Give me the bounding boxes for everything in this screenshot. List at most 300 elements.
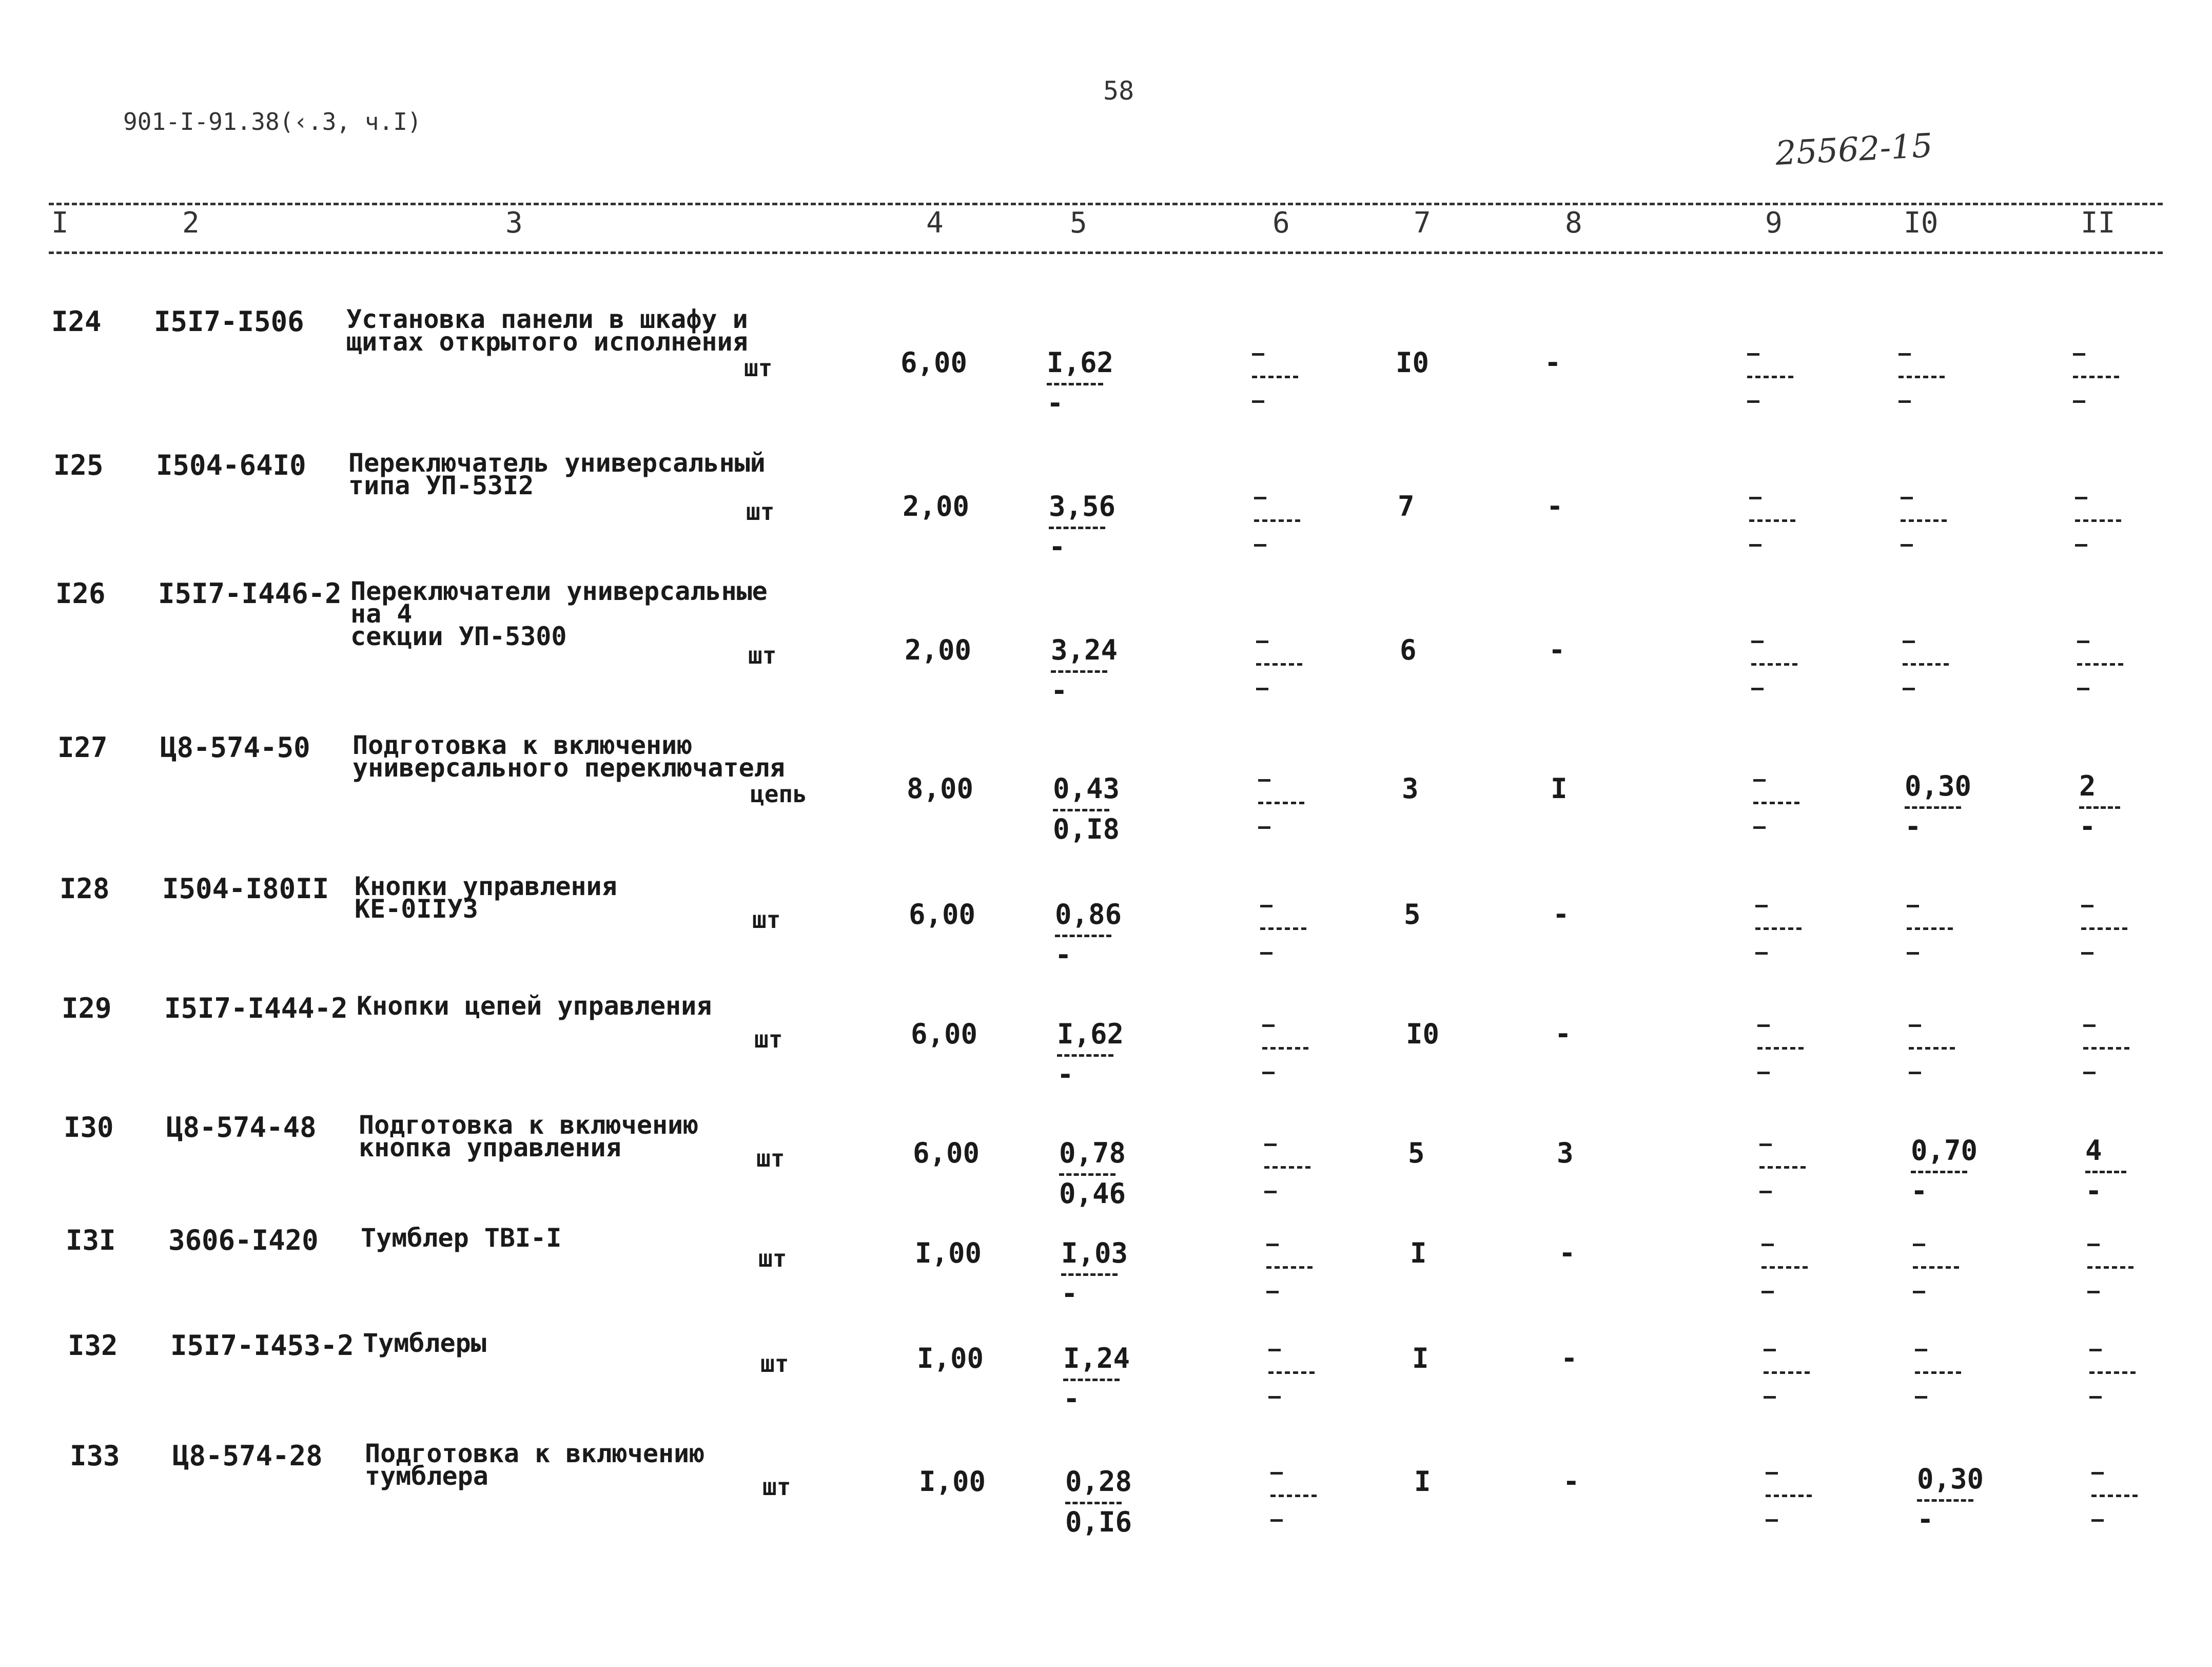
column-10-empty-fraction-stroke (1898, 400, 1911, 403)
column-10-empty-fraction-stroke (1915, 1349, 1927, 1351)
item-code: I5I7-I506 (154, 305, 304, 338)
column-9-empty-fraction-stroke (1747, 353, 1759, 356)
unit: шт (744, 354, 773, 382)
column-6-empty-fraction-stroke (1262, 1024, 1275, 1027)
column-9-empty-fraction-stroke (1766, 1472, 1778, 1475)
column-6-empty-fraction-stroke (1254, 544, 1266, 547)
column-8-value: - (1563, 1465, 1580, 1498)
column-10-empty-fraction-stroke (1913, 1266, 1959, 1269)
item-description (346, 304, 748, 357)
column-10-empty-fraction-stroke (1913, 1291, 1925, 1293)
fraction-bar (1057, 1054, 1113, 1057)
description-line: Переключатель универсальный (348, 448, 766, 478)
unit: шт (756, 1145, 785, 1172)
quantity: 6,00 (911, 1018, 978, 1050)
column-11-empty-fraction (2081, 905, 2132, 961)
description-line: Кнопки цепей управления (357, 991, 712, 1021)
column-5-fraction (1065, 1465, 1132, 1538)
column-10-denominator: - (1905, 810, 1922, 843)
row-number: I33 (70, 1440, 120, 1472)
column-10-empty-fraction-stroke (1901, 497, 1913, 499)
column-10-empty-fraction (1909, 1024, 1960, 1081)
fraction-bar (1905, 806, 1961, 809)
column-6-empty-fraction-stroke (1252, 400, 1264, 403)
column-6-empty-fraction (1260, 905, 1311, 961)
column-11-numerator: 4 (2085, 1134, 2102, 1167)
column-6-empty-fraction-stroke (1266, 1266, 1313, 1269)
item-code: I5I7-I453-2 (170, 1329, 354, 1362)
column-10-empty-fraction-stroke (1913, 1244, 1925, 1246)
column-9-empty-fraction-stroke (1747, 376, 1793, 378)
column-10-empty-fraction (1901, 497, 1952, 553)
column-5-fraction (1047, 346, 1114, 419)
quantity: 6,00 (901, 346, 968, 379)
column-11-fraction (2085, 1134, 2126, 1207)
item-code: Ц8-574-28 (172, 1440, 323, 1472)
column-9-empty-fraction-stroke (1761, 1266, 1808, 1269)
handwritten-stamp: 25562-15 (1774, 127, 1934, 173)
column-11-empty-fraction-stroke (2083, 1024, 2096, 1027)
column-6-empty-fraction (1266, 1244, 1318, 1300)
fraction-bar (1059, 1173, 1115, 1176)
description-line: Тумблеры (363, 1328, 486, 1358)
column-11-empty-fraction (2091, 1472, 2143, 1528)
column-11-empty-fraction-stroke (2091, 1495, 2138, 1497)
column-11-empty-fraction-stroke (2075, 519, 2121, 522)
column-6-empty-fraction (1268, 1349, 1320, 1405)
column-6-empty-fraction (1254, 497, 1305, 553)
column-5-denominator: 0,46 (1059, 1177, 1126, 1210)
column-5-numerator: 3,24 (1051, 634, 1118, 666)
description-line: Переключатели универсальные (350, 576, 768, 606)
column-header-4: 4 (926, 206, 944, 240)
column-6-empty-fraction-stroke (1264, 1191, 1277, 1193)
column-9-empty-fraction-stroke (1766, 1495, 1812, 1497)
column-9-empty-fraction-stroke (1753, 779, 1766, 782)
column-8-value: - (1559, 1237, 1576, 1269)
column-7-value: I0 (1396, 346, 1430, 379)
column-11-empty-fraction-stroke (2077, 688, 2089, 690)
column-9-empty-fraction-stroke (1755, 927, 1802, 930)
column-9-empty-fraction-stroke (1753, 826, 1766, 829)
row-number: I25 (53, 449, 104, 481)
item-code: I504-64I0 (156, 449, 306, 481)
row-number: I32 (68, 1329, 118, 1362)
column-9-empty-fraction-stroke (1764, 1396, 1776, 1399)
column-10-empty-fraction (1913, 1244, 1964, 1300)
column-8-value: 3 (1557, 1137, 1574, 1169)
column-10-empty-fraction-stroke (1907, 905, 1919, 907)
column-9-empty-fraction-stroke (1757, 1024, 1770, 1027)
column-9-empty-fraction-stroke (1749, 519, 1795, 522)
column-9-empty-fraction (1764, 1349, 1815, 1405)
quantity: 2,00 (905, 634, 972, 666)
row-number: I26 (55, 577, 106, 610)
column-5-numerator: I,24 (1063, 1342, 1130, 1374)
column-6-empty-fraction-stroke (1258, 779, 1270, 782)
column-11-denominator: - (2085, 1175, 2102, 1207)
column-9-empty-fraction-stroke (1753, 802, 1799, 804)
description-line: Подготовка к включению (359, 1110, 699, 1140)
column-6-empty-fraction-stroke (1268, 1396, 1281, 1399)
column-10-empty-fraction-stroke (1907, 952, 1919, 955)
column-header-10: I0 (1904, 206, 1939, 240)
column-11-empty-fraction (2075, 497, 2126, 553)
column-5-numerator: 0,43 (1053, 772, 1120, 805)
column-6-empty-fraction (1256, 641, 1307, 697)
description-line: Установка панели в шкафу и (346, 304, 748, 334)
column-9-empty-fraction-stroke (1766, 1519, 1778, 1522)
column-11-empty-fraction (2073, 353, 2124, 410)
column-6-empty-fraction-stroke (1270, 1519, 1283, 1522)
fraction-bar (1063, 1379, 1120, 1381)
fraction-bar (1047, 383, 1103, 385)
column-11-empty-fraction-stroke (2089, 1396, 2102, 1399)
column-5-denominator: - (1049, 531, 1066, 563)
column-6-empty-fraction-stroke (1262, 1047, 1308, 1050)
column-11-empty-fraction-stroke (2091, 1472, 2104, 1475)
column-11-empty-fraction-stroke (2087, 1244, 2100, 1246)
fraction-bar (1049, 527, 1105, 529)
column-6-empty-fraction (1264, 1143, 1316, 1200)
column-6-empty-fraction (1270, 1472, 1322, 1528)
column-5-fraction (1053, 772, 1120, 845)
page-number: 58 (1103, 76, 1134, 106)
column-7-value: I (1410, 1237, 1427, 1269)
column-5-fraction (1061, 1239, 1128, 1308)
column-6-empty-fraction (1252, 353, 1303, 410)
column-10-empty-fraction-stroke (1903, 641, 1915, 643)
row-number: I27 (57, 731, 108, 764)
column-5-fraction (1063, 1342, 1130, 1415)
unit: шт (752, 906, 781, 934)
column-6-empty-fraction-stroke (1256, 663, 1302, 666)
unit: шт (748, 642, 777, 669)
column-9-empty-fraction-stroke (1751, 641, 1764, 643)
column-10-empty-fraction-stroke (1909, 1047, 1955, 1050)
column-5-fraction (1049, 490, 1116, 563)
column-11-empty-fraction (2087, 1244, 2139, 1300)
item-description (350, 576, 768, 651)
column-6-empty-fraction-stroke (1260, 905, 1273, 907)
row-number: I30 (64, 1111, 114, 1143)
unit: шт (746, 498, 775, 526)
column-9-empty-fraction (1759, 1143, 1811, 1200)
column-5-denominator: - (1051, 674, 1068, 707)
description-line: Подготовка к включению (365, 1439, 705, 1468)
column-5-numerator: 3,56 (1049, 490, 1116, 522)
item-description (361, 1223, 562, 1253)
column-9-empty-fraction-stroke (1755, 905, 1768, 907)
column-11-empty-fraction-stroke (2089, 1349, 2102, 1351)
column-8-value: - (1561, 1342, 1578, 1374)
column-10-empty-fraction-stroke (1903, 663, 1949, 666)
unit: цепь (750, 780, 807, 808)
column-11-denominator: - (2079, 810, 2096, 843)
column-8-value: - (1544, 346, 1561, 379)
column-11-empty-fraction-stroke (2081, 952, 2093, 955)
fraction-bar (1053, 809, 1109, 811)
fraction-bar (2085, 1171, 2126, 1173)
column-7-value: 3 (1402, 772, 1419, 805)
item-description (348, 448, 766, 500)
column-header-9: 9 (1765, 206, 1783, 240)
quantity: I,00 (919, 1465, 986, 1498)
row-number: I28 (60, 873, 110, 905)
column-9-empty-fraction-stroke (1749, 497, 1761, 499)
description-line: на 4 (350, 599, 413, 629)
row-number: I3I (66, 1224, 116, 1256)
fraction-bar (1051, 670, 1107, 673)
column-8-value: - (1553, 898, 1570, 931)
column-8-value: - (1555, 1018, 1572, 1050)
unit: шт (758, 1245, 787, 1272)
column-5-denominator: - (1057, 1058, 1074, 1091)
column-7-value: 5 (1404, 898, 1421, 931)
column-5-denominator: - (1061, 1277, 1078, 1310)
column-11-empty-fraction-stroke (2073, 376, 2119, 378)
column-9-empty-fraction-stroke (1761, 1244, 1774, 1246)
column-6-empty-fraction-stroke (1258, 826, 1270, 829)
column-6-empty-fraction-stroke (1258, 802, 1304, 804)
fraction-bar (1055, 935, 1111, 937)
column-7-value: I (1412, 1342, 1429, 1374)
column-5-denominator: - (1055, 939, 1072, 971)
column-header-8: 8 (1565, 206, 1582, 240)
row-number: I29 (62, 992, 112, 1024)
column-6-empty-fraction-stroke (1268, 1371, 1315, 1374)
column-10-empty-fraction-stroke (1901, 519, 1947, 522)
header-top-rule (49, 203, 2163, 205)
column-7-value: 6 (1400, 634, 1417, 666)
item-code: Ц8-574-48 (166, 1111, 317, 1143)
column-5-denominator: 0,I6 (1065, 1506, 1132, 1538)
column-10-fraction (1917, 1465, 1984, 1534)
column-9-empty-fraction-stroke (1764, 1371, 1810, 1374)
description-line: кнопка управления (359, 1133, 621, 1162)
column-9-empty-fraction-stroke (1764, 1349, 1776, 1351)
fraction-bar (1917, 1499, 1973, 1502)
column-10-empty-fraction-stroke (1901, 544, 1913, 547)
item-description (359, 1110, 699, 1162)
column-10-empty-fraction (1907, 905, 1958, 961)
column-9-empty-fraction (1749, 497, 1800, 553)
column-9-empty-fraction (1755, 905, 1807, 961)
column-6-empty-fraction-stroke (1252, 353, 1264, 356)
column-6-empty-fraction (1262, 1024, 1314, 1081)
column-10-fraction (1905, 772, 1971, 841)
item-code: Ц8-574-50 (160, 731, 310, 764)
column-10-empty-fraction-stroke (1903, 688, 1915, 690)
column-9-empty-fraction-stroke (1749, 544, 1761, 547)
column-10-numerator: 0,70 (1911, 1134, 1978, 1167)
column-11-empty-fraction-stroke (2087, 1266, 2133, 1269)
column-9-empty-fraction-stroke (1747, 400, 1759, 403)
item-description (355, 871, 617, 924)
description-line: щитах открытого исполнения (346, 327, 748, 357)
column-10-empty-fraction-stroke (1915, 1371, 1961, 1374)
column-11-empty-fraction-stroke (2077, 663, 2123, 666)
column-6-empty-fraction-stroke (1254, 519, 1300, 522)
column-6-empty-fraction-stroke (1264, 1143, 1277, 1146)
column-10-numerator: 0,30 (1905, 770, 1972, 802)
column-6-empty-fraction-stroke (1260, 927, 1306, 930)
column-5-fraction (1051, 636, 1118, 705)
column-header-5: 5 (1070, 206, 1087, 240)
column-11-empty-fraction-stroke (2073, 353, 2085, 356)
column-header-7: 7 (1414, 206, 1431, 240)
column-10-denominator: - (1917, 1503, 1934, 1536)
column-5-denominator: 0,I8 (1053, 813, 1120, 845)
column-11-empty-fraction (2089, 1349, 2141, 1405)
fraction-bar (2079, 806, 2120, 809)
quantity: 8,00 (907, 772, 974, 805)
column-11-numerator: 2 (2079, 770, 2096, 802)
column-7-value: I0 (1406, 1018, 1440, 1050)
column-5-denominator: - (1063, 1383, 1080, 1415)
column-11-empty-fraction-stroke (2081, 927, 2127, 930)
column-11-empty-fraction-stroke (2083, 1047, 2129, 1050)
column-9-empty-fraction-stroke (1759, 1191, 1772, 1193)
column-6-empty-fraction-stroke (1260, 952, 1273, 955)
column-7-value: 5 (1408, 1137, 1425, 1169)
column-6-empty-fraction-stroke (1266, 1291, 1279, 1293)
column-6-empty-fraction-stroke (1266, 1244, 1279, 1246)
description-line: Подготовка к включению (353, 730, 693, 760)
column-11-empty-fraction-stroke (2089, 1371, 2136, 1374)
column-6-empty-fraction-stroke (1270, 1472, 1283, 1475)
column-6-empty-fraction-stroke (1252, 376, 1298, 378)
column-header-3: 3 (505, 206, 523, 240)
column-header-11: II (2081, 206, 2116, 240)
column-9-empty-fraction (1766, 1472, 1817, 1528)
unit: шт (754, 1025, 783, 1053)
column-6-empty-fraction (1258, 779, 1309, 836)
description-line: тумблера (365, 1461, 488, 1491)
item-description (365, 1439, 705, 1491)
column-10-numerator: 0,30 (1917, 1463, 1984, 1495)
quantity: 6,00 (909, 898, 976, 931)
column-5-numerator: I,62 (1057, 1018, 1124, 1050)
column-10-denominator: - (1911, 1175, 1928, 1207)
quantity: 2,00 (903, 490, 970, 522)
item-code: 3606-I420 (168, 1224, 319, 1256)
description-line: типа УП-53I2 (348, 471, 534, 500)
column-header-1: I (51, 206, 69, 240)
column-9-empty-fraction-stroke (1757, 1047, 1804, 1050)
unit: шт (760, 1350, 789, 1378)
item-description (353, 730, 785, 783)
description-line: секции УП-5300 (350, 622, 567, 651)
row-number: I24 (51, 305, 102, 338)
column-10-empty-fraction-stroke (1915, 1396, 1927, 1399)
quantity: I,00 (917, 1342, 984, 1374)
description-line: Тумблер ТВI-I (361, 1223, 562, 1253)
column-10-fraction (1911, 1134, 1978, 1207)
column-8-value: I (1551, 772, 1568, 805)
description-line: Кнопки управления (355, 871, 617, 901)
column-9-empty-fraction-stroke (1751, 688, 1764, 690)
column-8-value: - (1549, 634, 1565, 666)
column-10-empty-fraction-stroke (1909, 1024, 1921, 1027)
document-code: 901-I-91.38(‹.3, ч.I) (123, 108, 422, 135)
unit: шт (762, 1473, 791, 1501)
column-10-empty-fraction (1915, 1349, 1966, 1405)
column-9-empty-fraction (1757, 1024, 1809, 1081)
column-11-empty-fraction-stroke (2091, 1519, 2104, 1522)
column-5-fraction (1057, 1020, 1124, 1089)
column-11-empty-fraction-stroke (2075, 544, 2087, 547)
column-10-empty-fraction-stroke (1898, 353, 1911, 356)
column-5-fraction (1055, 898, 1122, 971)
column-header-6: 6 (1273, 206, 1290, 240)
item-code: I504-I80II (162, 873, 329, 905)
column-6-empty-fraction-stroke (1256, 641, 1268, 643)
column-6-empty-fraction-stroke (1256, 688, 1268, 690)
column-11-empty-fraction-stroke (2083, 1072, 2096, 1074)
column-11-empty-fraction (2077, 641, 2128, 697)
column-5-denominator: - (1047, 387, 1064, 419)
column-6-empty-fraction-stroke (1270, 1495, 1317, 1497)
column-6-empty-fraction-stroke (1264, 1166, 1310, 1169)
fraction-bar (1911, 1171, 1967, 1173)
description-line: КЕ-0IIУ3 (355, 894, 478, 924)
column-6-empty-fraction-stroke (1262, 1072, 1275, 1074)
column-10-empty-fraction-stroke (1907, 927, 1953, 930)
column-5-numerator: I,03 (1061, 1237, 1128, 1269)
quantity: I,00 (915, 1237, 982, 1269)
column-9-empty-fraction-stroke (1757, 1072, 1770, 1074)
column-11-empty-fraction-stroke (2087, 1291, 2100, 1293)
column-11-empty-fraction-stroke (2077, 641, 2089, 643)
column-9-empty-fraction-stroke (1759, 1143, 1772, 1146)
column-9-empty-fraction (1753, 779, 1805, 836)
column-10-empty-fraction-stroke (1909, 1072, 1921, 1074)
column-5-numerator: I,62 (1047, 346, 1114, 379)
column-5-numerator: 0,28 (1065, 1465, 1132, 1498)
column-10-empty-fraction (1903, 641, 1954, 697)
item-description (357, 991, 712, 1021)
column-11-fraction (2079, 772, 2120, 841)
column-9-empty-fraction (1761, 1244, 1813, 1300)
column-11-empty-fraction-stroke (2075, 497, 2087, 499)
column-9-empty-fraction-stroke (1761, 1291, 1774, 1293)
description-line: универсального переключателя (353, 753, 785, 783)
column-6-empty-fraction-stroke (1268, 1349, 1281, 1351)
column-8-value: - (1547, 490, 1563, 522)
column-9-empty-fraction-stroke (1751, 663, 1797, 666)
column-header-2: 2 (182, 206, 200, 240)
column-5-numerator: 0,78 (1059, 1137, 1126, 1169)
column-9-empty-fraction-stroke (1759, 1166, 1806, 1169)
column-11-empty-fraction (2083, 1024, 2135, 1081)
column-7-value: 7 (1398, 490, 1415, 522)
column-9-empty-fraction (1747, 353, 1798, 410)
header-bottom-rule (49, 251, 2163, 254)
column-7-value: I (1414, 1465, 1431, 1498)
column-6-empty-fraction-stroke (1254, 497, 1266, 499)
column-9-empty-fraction-stroke (1755, 952, 1768, 955)
item-code: I5I7-I446-2 (158, 577, 342, 610)
column-11-empty-fraction-stroke (2081, 905, 2093, 907)
column-10-empty-fraction-stroke (1898, 376, 1945, 378)
column-5-numerator: 0,86 (1055, 898, 1122, 931)
column-10-empty-fraction (1898, 353, 1950, 410)
column-5-fraction (1059, 1139, 1126, 1208)
fraction-bar (1061, 1273, 1118, 1276)
quantity: 6,00 (913, 1137, 980, 1169)
item-description (363, 1328, 486, 1358)
